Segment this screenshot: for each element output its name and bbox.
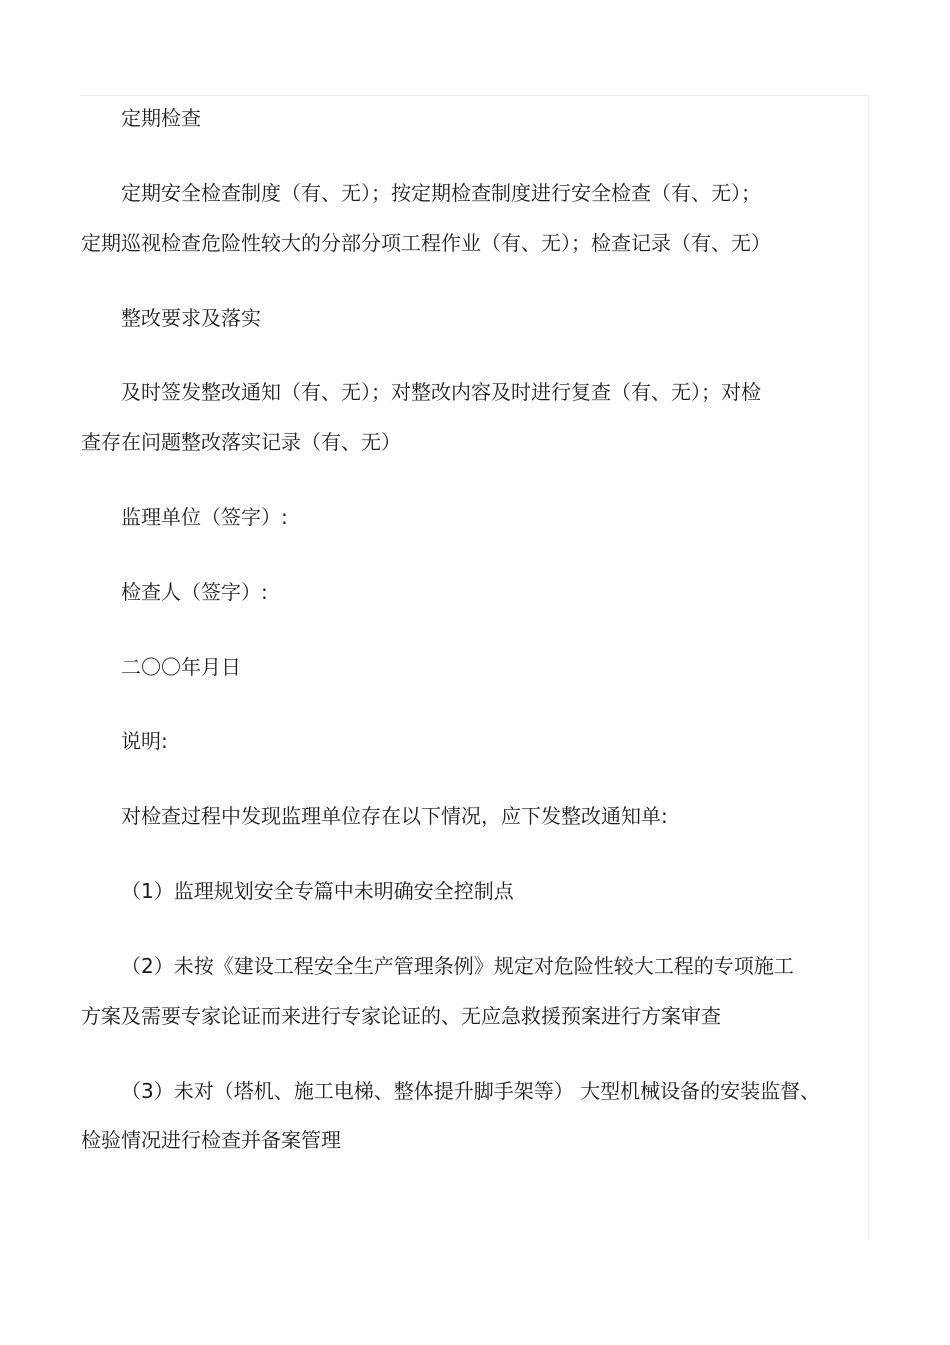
page-frame-top bbox=[80, 95, 869, 96]
list-item: （2）未按《建设工程安全生产管理条例》规定对危险性较大工程的专项施工 bbox=[121, 954, 794, 978]
page-frame-right bbox=[868, 95, 869, 1240]
paragraph-line: 定期安全检查制度（有、无）；按定期检查制度进行安全检查（有、无）； bbox=[121, 181, 761, 205]
inspector-signature-label: 检查人（签字）: bbox=[121, 580, 268, 604]
list-item-continuation: 检验情况进行检查并备案管理 bbox=[81, 1128, 341, 1152]
list-item: （3）未对（塔机、施工电梯、整体提升脚手架等） 大型机械设备的安装监督、 bbox=[121, 1079, 821, 1103]
list-item-continuation: 方案及需要专家论证而来进行专家论证的、无应急救援预案进行方案审查 bbox=[81, 1004, 721, 1028]
paragraph-line: 对检查过程中发现监理单位存在以下情况，应下发整改通知单: bbox=[121, 804, 668, 828]
supervisor-signature-label: 监理单位（签字）: bbox=[121, 505, 288, 529]
paragraph-line: 定期巡视检查危险性较大的分部分项工程作业（有、无）；检查记录（有、无） bbox=[81, 231, 771, 255]
list-item: （1）监理规划安全专篇中未明确安全控制点 bbox=[121, 879, 514, 903]
heading-periodic-inspection: 定期检查 bbox=[121, 106, 201, 130]
heading-rectification: 整改要求及落实 bbox=[121, 306, 261, 330]
paragraph-line: 及时签发整改通知（有、无）；对整改内容及时进行复查（有、无）；对检 bbox=[121, 380, 761, 404]
paragraph-line: 查存在问题整改落实记录（有、无） bbox=[81, 430, 401, 454]
notes-heading: 说明: bbox=[121, 729, 168, 753]
date-line: 二〇〇年月日 bbox=[121, 655, 241, 679]
